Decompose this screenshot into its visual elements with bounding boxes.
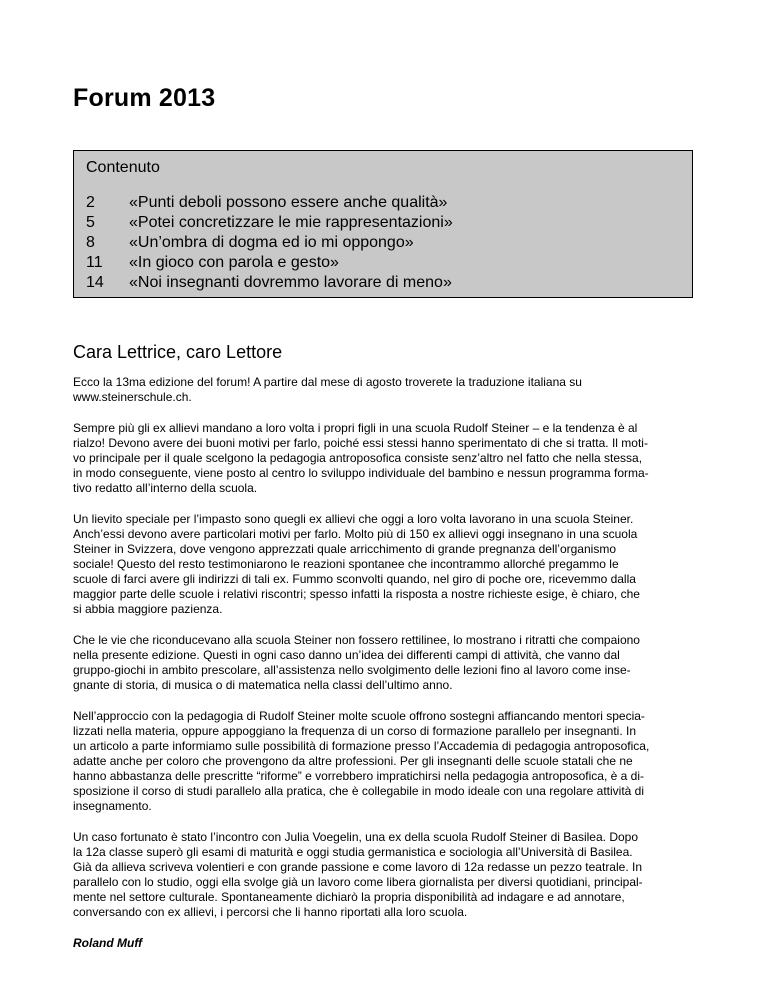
letter-heading: Cara Lettrice, caro Lettore — [73, 342, 283, 362]
toc-page-number: 8 — [86, 234, 95, 251]
toc-item — [86, 273, 680, 293]
paragraph: Nell’approccio con la pedagogia di Rudolf Steiner molte scuole offrono sostegni affiancando mentori specia- lizzati nella materia, oppure appoggiano la frequenza di un corso di formazione parallelo per insegnanti. In un articolo a parte informiamo sulle possibilità di formazione presso l’Accademia di pedagogia antroposofica, adatte anche per coloro che provengono da altre professioni. Per gli insegnanti delle scuole statali che ne hanno abbastanza delle prescritte “riforme” e vorrebbero impratichirsi nella pedagogia antroposofica, è a di- sposizione il corso di studi parallelo alla pratica, che è collegabile in modo ideale con una regolare attività di insegnamento. — [73, 709, 650, 813]
toc-item — [86, 193, 680, 213]
toc-item-title: «Noi insegnanti dovremmo lavorare di meno» — [129, 274, 452, 291]
toc-page-number: 14 — [86, 274, 104, 291]
toc-item — [86, 233, 680, 253]
letter-body — [73, 375, 693, 967]
toc-page-number: 5 — [86, 214, 95, 231]
toc-item-title: «Punti deboli possono essere anche qualità» — [129, 194, 448, 211]
paragraph: Ecco la 13ma edizione del forum! A partire dal mese di agosto troverete la traduzione italiana su www.steinerschule.ch. — [73, 375, 582, 404]
table-of-contents — [73, 150, 693, 298]
paragraph: Un lievito speciale per l’impasto sono quegli ex allievi che oggi a loro volta lavorano in una scuola Steiner. Anch’essi devono avere particolari motivi per farlo. Molto più di 150 ex allievi oggi insegnano in una scuola Steiner in Svizzera, dove vengono apprezzati quale arricchimento di grande pregnanza dell’organismo sociale! Questo del resto testimoniarono le reazioni spontanee che incontrammo allorché pregammo le scuole di farci avere gli indirizzi di tali ex. Fummo sconvolti quando, nel giro di poche ore, ricevemmo dalla maggior parte delle scuole i relativi riscontri; spesso infatti la risposta a nostre richieste esige, è chiaro, che si abbia maggiore pazienza. — [73, 512, 640, 616]
toc-item-title: «In gioco con parola e gesto» — [129, 254, 339, 271]
signature: Roland Muff — [73, 936, 143, 950]
toc-item — [86, 213, 680, 233]
toc-item — [86, 253, 680, 273]
toc-item-title: «Potei concretizzare le mie rappresentazioni» — [129, 214, 453, 231]
paragraph: Sempre più gli ex allievi mandano a loro volta i propri figli in una scuola Rudolf Steiner – e la tendenza è al rialzo! Devono avere dei buoni motivi per farlo, poiché essi stessi hanno sperimentato di che si tratta. Il moti- vo principale per il quale scelgono la pedagogia antroposofica consiste senz’altro nel fatto che nella stessa, in modo conseguente, viene posto al centro lo sviluppo individuale del bambino e nessun programma forma- tivo redatto all’interno della scuola. — [73, 421, 649, 495]
paragraph: Un caso fortunato è stato l’incontro con Julia Voegelin, una ex della scuola Rudolf Steiner di Basilea. Dopo la 12a classe superò gli esami di maturità e oggi studia germanistica e sociologia all’Università di Basilea. Già da allieva scriveva volentieri e con grande passione e come lavoro di 12a redasse un pezzo teatrale. In parallelo con lo studio, oggi ella svolge già un lavoro come libera giornalista per diversi quotidiani, principal- mente nel settore culturale. Spontaneamente dichiarò la propria disponibilità ad indagare e ad annotare, conversando con ex allievi, i percorsi che li hanno riportati alla loro scuola. — [73, 830, 643, 919]
page-title: Forum 2013 — [73, 84, 216, 112]
toc-page-number: 11 — [86, 254, 103, 271]
paragraph: Che le vie che riconducevano alla scuola Steiner non fossero rettilinee, lo mostrano i ritratti che compaiono nella presente edizione. Questi in ogni caso danno un’idea dei differenti campi di attività, che vanno dal gruppo-giochi in ambito prescolare, all’assistenza nello svolgimento delle lezioni fino al lavoro come inse- gnante di storia, di musica o di matematica nella classi dell’ultimo anno. — [73, 633, 640, 692]
toc-item-title: «Un’ombra di dogma ed io mi oppongo» — [129, 234, 414, 251]
toc-page-number: 2 — [86, 194, 95, 211]
toc-heading: Contenuto — [86, 159, 160, 176]
